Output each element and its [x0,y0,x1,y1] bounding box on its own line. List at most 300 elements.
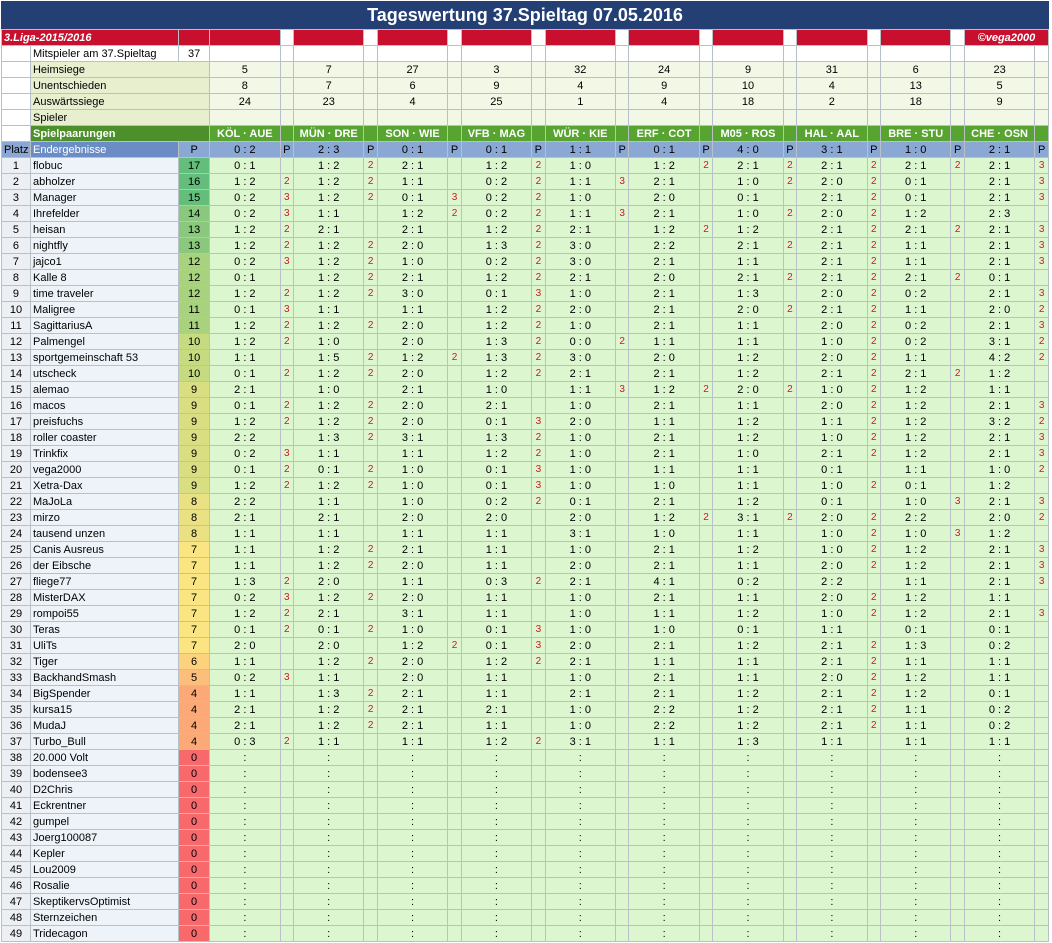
tip-points: 2 [532,222,545,238]
tip-cell: : [294,798,364,814]
tip-cell: 1 : 2 [294,414,364,430]
tip-cell: 2 : 1 [377,382,447,398]
tip-points [699,782,712,798]
tip-cell: 1 : 1 [294,526,364,542]
band-cell [210,30,280,46]
tip-points: 2 [280,414,293,430]
tip-cell: : [210,862,280,878]
player-points: 7 [179,606,210,622]
tip-cell: 0 : 1 [964,686,1034,702]
tip-cell: 1 : 1 [210,350,280,366]
player-points: 4 [179,718,210,734]
tip-points [615,270,628,286]
rank: 4 [2,206,31,222]
tip-cell: 2 : 0 [461,510,531,526]
tip-cell: : [964,846,1034,862]
tip-cell: : [294,750,364,766]
player-row [2,590,1049,606]
player-row [2,670,1049,686]
tip-points: 2 [867,398,880,414]
stat-p [615,78,628,94]
tip-cell: 0 : 1 [461,462,531,478]
tip-cell: : [797,926,867,942]
player-row [2,334,1049,350]
player-name: Tridecagon [30,926,178,942]
tip-points: 3 [1035,430,1049,446]
tip-points [951,574,964,590]
tip-cell: 2 : 1 [629,318,699,334]
tip-cell: 2 : 1 [461,702,531,718]
tip-cell: 2 : 1 [881,222,951,238]
tip-points [951,750,964,766]
tip-points [1035,702,1049,718]
tip-cell: : [210,878,280,894]
tip-points [783,574,796,590]
band-p [364,30,377,46]
player-row [2,398,1049,414]
tip-cell: 1 : 0 [545,606,615,622]
tip-points: 2 [364,238,377,254]
blank [881,110,951,126]
tip-cell: 0 : 1 [461,414,531,430]
tip-cell: : [881,862,951,878]
tip-cell: 1 : 1 [629,462,699,478]
tip-cell: : [629,894,699,910]
tip-points [448,862,461,878]
player-name: 20.000 Volt [30,750,178,766]
tip-points [783,286,796,302]
match-result: 0 : 1 [629,142,699,158]
tip-points: 2 [867,174,880,190]
tip-points [699,590,712,606]
player-points: 6 [179,654,210,670]
player-points: 12 [179,270,210,286]
tip-cell: : [881,750,951,766]
tip-points: 3 [1035,158,1049,174]
tip-points [699,798,712,814]
tip-cell: 0 : 1 [881,190,951,206]
tip-points [783,190,796,206]
blank [448,46,461,62]
tip-cell: 1 : 2 [461,446,531,462]
tip-cell: 2 : 1 [545,366,615,382]
tip-cell: 1 : 2 [377,638,447,654]
tip-points [615,350,628,366]
tip-points [951,830,964,846]
tip-points: 2 [532,446,545,462]
player-row [2,766,1049,782]
tip-cell: 1 : 2 [210,606,280,622]
tip-cell: 1 : 2 [294,366,364,382]
tip-cell: 1 : 1 [461,718,531,734]
tip-points [951,878,964,894]
tip-points: 3 [280,446,293,462]
tip-points [1035,622,1049,638]
tip-cell: : [629,862,699,878]
tip-cell: : [881,798,951,814]
tip-points [364,574,377,590]
p-label: P [699,142,712,158]
stat-value: 9 [964,94,1034,110]
tip-cell: : [629,750,699,766]
blank [2,110,31,126]
tip-cell: : [461,830,531,846]
stat-p [448,78,461,94]
tip-cell: : [964,926,1034,942]
tip-cell: 1 : 0 [545,702,615,718]
tip-cell: 2 : 1 [964,542,1034,558]
tip-points [699,366,712,382]
tip-cell: 1 : 1 [210,542,280,558]
tip-cell: 2 : 1 [797,302,867,318]
tip-cell: 1 : 1 [377,446,447,462]
tip-cell: 2 : 0 [294,638,364,654]
tip-cell: 1 : 1 [629,334,699,350]
tip-points [1035,830,1049,846]
tip-cell: : [881,910,951,926]
tip-points [699,286,712,302]
tip-cell: 2 : 1 [545,270,615,286]
tip-cell: 2 : 0 [797,558,867,574]
tip-points [783,366,796,382]
tip-cell: : [461,750,531,766]
tip-cell: : [461,782,531,798]
tip-points [783,670,796,686]
tip-cell: 1 : 2 [294,190,364,206]
tip-cell: 1 : 0 [545,190,615,206]
stat-value: 4 [629,94,699,110]
tip-cell: : [545,862,615,878]
tip-cell: 2 : 2 [210,494,280,510]
mitspieler-count: 37 [179,46,210,62]
match-result: 0 : 1 [461,142,531,158]
tip-cell: 1 : 1 [294,494,364,510]
tip-points [867,830,880,846]
tip-points [1035,734,1049,750]
tip-cell: 1 : 3 [881,638,951,654]
tip-points: 3 [532,478,545,494]
tip-points: 2 [867,446,880,462]
rank: 26 [2,558,31,574]
tip-points [1035,526,1049,542]
tip-cell: 2 : 2 [797,574,867,590]
tip-points [951,238,964,254]
tip-points: 2 [364,622,377,638]
tip-points [532,510,545,526]
tip-cell: : [797,814,867,830]
stat-value: 24 [629,62,699,78]
tip-points [615,702,628,718]
tip-points [951,686,964,702]
tip-points: 3 [615,206,628,222]
endergebnisse-row [2,142,1049,158]
player-row [2,686,1049,702]
player-points: 10 [179,334,210,350]
tip-points [1035,206,1049,222]
player-name: Teras [30,622,178,638]
player-points: 9 [179,414,210,430]
tip-points [1035,894,1049,910]
band-p [615,30,628,46]
tip-points [532,782,545,798]
tip-points [364,910,377,926]
tip-cell: 2 : 0 [797,670,867,686]
tip-cell: 1 : 0 [797,478,867,494]
tip-points: 2 [867,478,880,494]
stat-value: 3 [461,62,531,78]
tip-points [699,558,712,574]
tip-cell: 2 : 0 [797,318,867,334]
match-result: 4 : 0 [713,142,783,158]
tip-cell: 1 : 3 [210,574,280,590]
tip-cell: 2 : 1 [964,494,1034,510]
tip-points [783,350,796,366]
tip-cell: 1 : 2 [881,398,951,414]
tip-points [615,750,628,766]
tip-cell: 2 : 0 [545,638,615,654]
tip-points [951,702,964,718]
tip-cell: : [629,878,699,894]
tip-cell: 1 : 0 [797,334,867,350]
rank: 40 [2,782,31,798]
tip-cell: 2 : 0 [797,510,867,526]
player-name: Rosalie [30,878,178,894]
tip-points: 2 [867,686,880,702]
player-row [2,222,1049,238]
tip-cell: 2 : 1 [797,222,867,238]
tip-cell: 1 : 2 [461,366,531,382]
tip-cell: 1 : 1 [461,686,531,702]
player-name: jajco1 [30,254,178,270]
tip-cell: 2 : 1 [629,398,699,414]
tip-cell: : [881,766,951,782]
player-row [2,270,1049,286]
tip-cell: 2 : 1 [377,270,447,286]
tip-cell: 1 : 2 [713,430,783,446]
tip-points [867,798,880,814]
tip-points [448,734,461,750]
tip-points [615,222,628,238]
tip-points [699,270,712,286]
tip-points [951,782,964,798]
tip-points [615,734,628,750]
tip-cell: : [797,750,867,766]
tip-cell: 0 : 1 [210,622,280,638]
tip-cell: 4 : 1 [629,574,699,590]
tip-cell: 2 : 2 [629,718,699,734]
player-row [2,750,1049,766]
tip-cell: 2 : 1 [629,670,699,686]
tip-cell: 1 : 2 [461,318,531,334]
tip-cell: 2 : 0 [797,286,867,302]
player-points: 0 [179,910,210,926]
tip-cell: 2 : 1 [377,718,447,734]
tip-points [280,350,293,366]
tip-points [615,190,628,206]
tip-points [951,558,964,574]
tip-cell: 0 : 1 [964,622,1034,638]
team-p [951,126,964,142]
p-label: P [783,142,796,158]
rank: 45 [2,862,31,878]
score-table [1,29,1049,942]
stat-p [364,94,377,110]
tip-points: 2 [867,382,880,398]
tip-cell: : [713,862,783,878]
tip-cell: 0 : 2 [461,494,531,510]
tip-points: 3 [280,302,293,318]
tip-cell: 1 : 1 [461,526,531,542]
tip-points: 3 [532,638,545,654]
tip-points: 3 [1035,574,1049,590]
tip-points: 2 [280,366,293,382]
tip-cell: 1 : 2 [713,702,783,718]
tip-points: 2 [783,158,796,174]
stat-value: 25 [461,94,531,110]
tip-points [951,718,964,734]
tip-points: 2 [867,190,880,206]
tip-cell: 0 : 2 [210,446,280,462]
tip-points: 2 [1035,462,1049,478]
stat-p [699,62,712,78]
rank: 14 [2,366,31,382]
player-name: preisfuchs [30,414,178,430]
tip-cell: : [797,862,867,878]
tip-cell: 1 : 0 [797,542,867,558]
tip-cell: 1 : 2 [377,206,447,222]
tip-cell: : [294,814,364,830]
tip-cell: 1 : 2 [713,606,783,622]
tip-cell: 1 : 5 [294,350,364,366]
tip-cell: 2 : 1 [294,510,364,526]
tip-cell: 1 : 2 [881,606,951,622]
stat-value: 24 [210,94,280,110]
tip-points [783,718,796,734]
rank: 22 [2,494,31,510]
tip-cell: 1 : 1 [377,526,447,542]
stat-value: 9 [461,78,531,94]
tip-cell: 2 : 0 [377,238,447,254]
tip-cell: 2 : 1 [797,254,867,270]
tip-points: 2 [532,254,545,270]
tip-cell: 1 : 2 [294,238,364,254]
stat-p [783,62,796,78]
tip-cell: 0 : 2 [210,590,280,606]
tip-cell: : [461,910,531,926]
team-p [867,126,880,142]
p-label: P [615,142,628,158]
tip-cell: : [713,830,783,846]
tip-points [280,798,293,814]
tip-points [699,638,712,654]
tip-cell: 1 : 1 [294,206,364,222]
tip-points [783,798,796,814]
tip-cell: 0 : 1 [210,462,280,478]
tip-points [448,878,461,894]
tip-points [364,926,377,942]
tip-cell: 2 : 1 [629,686,699,702]
tip-cell: 2 : 1 [377,702,447,718]
tip-cell: 1 : 0 [545,542,615,558]
match-team: SON · WIE [377,126,447,142]
match-team: CHE · OSN [964,126,1034,142]
player-name: Joerg100087 [30,830,178,846]
tip-points [783,846,796,862]
player-row [2,350,1049,366]
tip-points [783,894,796,910]
tip-cell: 0 : 2 [210,206,280,222]
player-points: 0 [179,798,210,814]
tip-cell: : [461,878,531,894]
tip-cell: 1 : 0 [545,398,615,414]
tip-points [280,654,293,670]
tip-points [615,766,628,782]
team-p [532,126,545,142]
tip-cell: : [629,846,699,862]
tip-cell: 3 : 1 [545,734,615,750]
tip-cell: 0 : 2 [461,206,531,222]
tip-points: 2 [448,350,461,366]
player-row [2,606,1049,622]
stat-value: 6 [881,62,951,78]
tip-cell: 2 : 0 [713,382,783,398]
tip-cell: : [797,894,867,910]
tip-cell: 2 : 3 [964,206,1034,222]
tip-points: 2 [532,270,545,286]
tip-cell: : [377,814,447,830]
tip-points [364,638,377,654]
tip-points [532,558,545,574]
tip-points [448,686,461,702]
tip-points [867,862,880,878]
tip-points [951,414,964,430]
player-name: alemao [30,382,178,398]
tip-points: 2 [280,334,293,350]
player-points: 0 [179,846,210,862]
tip-points [448,238,461,254]
tip-cell: 1 : 1 [294,734,364,750]
tip-points [280,894,293,910]
tip-cell: 1 : 2 [881,558,951,574]
tip-cell: 2 : 0 [377,334,447,350]
tip-points: 3 [280,206,293,222]
tip-points: 2 [280,478,293,494]
tip-points [1035,270,1049,286]
tip-cell: : [545,766,615,782]
tip-points [615,318,628,334]
match-result: 0 : 2 [210,142,280,158]
player-row [2,430,1049,446]
tip-cell: 2 : 1 [294,606,364,622]
tip-points [615,478,628,494]
rank: 48 [2,910,31,926]
tip-points: 2 [280,174,293,190]
match-team: BRE · STU [881,126,951,142]
tip-cell: 1 : 2 [294,478,364,494]
match-result: 2 : 3 [294,142,364,158]
player-row [2,190,1049,206]
tip-points [532,766,545,782]
player-row [2,462,1049,478]
tip-cell: 2 : 0 [377,654,447,670]
tip-points [867,622,880,638]
tip-points [867,494,880,510]
tip-cell: 1 : 0 [545,462,615,478]
tip-points [280,814,293,830]
tip-points [615,238,628,254]
tip-cell: 1 : 1 [377,734,447,750]
rank: 12 [2,334,31,350]
